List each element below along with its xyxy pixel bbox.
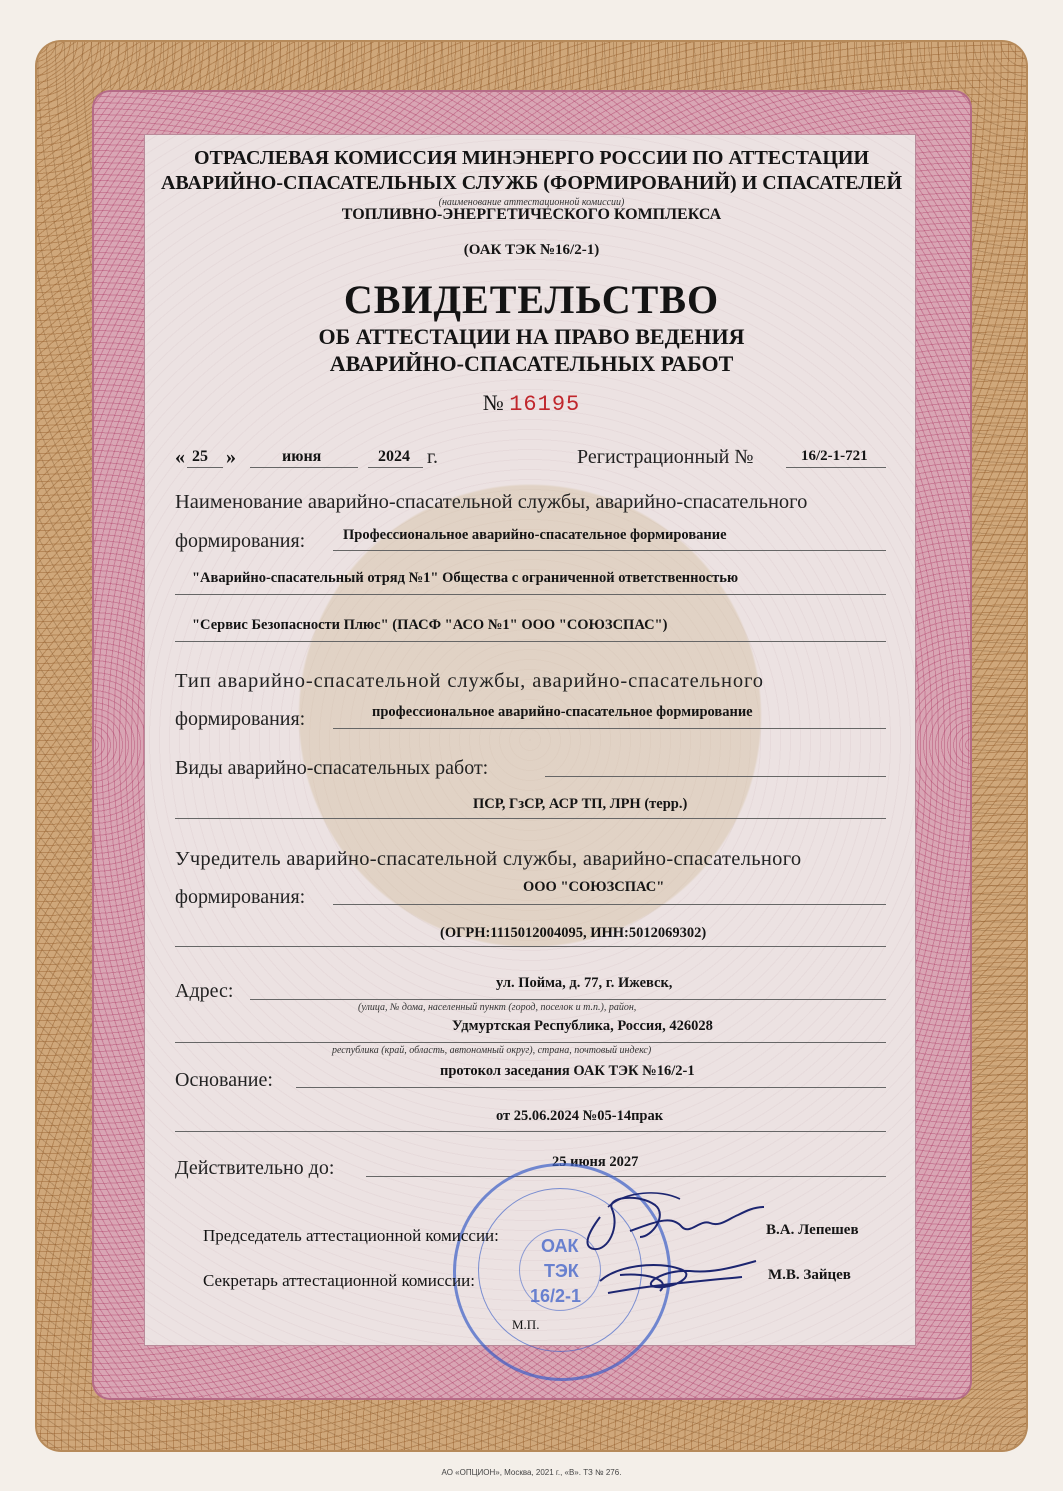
address-value-1: ул. Пойма, д. 77, г. Ижевск, [496, 975, 673, 991]
registration-number: 16/2-1-721 [801, 448, 868, 464]
address-caption-1: (улица, № дома, населенный пункт (город, поселок и т.п.), район, [358, 1002, 637, 1013]
date-year-suffix: г. [427, 446, 438, 468]
founder-value-2: (ОГРН:1115012004095, ИНН:5012069302) [440, 925, 707, 941]
date-close-quote: » [226, 446, 236, 468]
name-value-3: "Сервис Безопасности Плюс" (ПАСФ "АСО №1" ООО "СОЮЗСПАС") [192, 617, 668, 633]
name-line-2 [175, 594, 886, 595]
works-line-2 [175, 818, 886, 819]
valid-until-label: Действительно до: [175, 1157, 335, 1179]
basis-value-2: от 25.06.2024 №05-14прак [496, 1108, 664, 1124]
name-value-2: "Аварийно-спасательный отряд №1" Общества с ограниченной ответственностью [192, 570, 739, 586]
founder-value-1: ООО "СОЮЗСПАС" [523, 879, 665, 895]
valid-until-line [366, 1176, 886, 1177]
commission-code: (ОАК ТЭК №16/2-1) [463, 242, 600, 258]
date-month: июня [282, 448, 322, 465]
date-month-line [250, 467, 358, 468]
printer-info: АО «ОПЦИОН», Москва, 2021 г., «В». ТЗ № 276. [441, 1468, 622, 1477]
commission-line-2: АВАРИЙНО-СПАСАТЕЛЬНЫХ СЛУЖБ (ФОРМИРОВАНИЙ) И СПАСАТЕЛЕЙ [160, 172, 903, 194]
basis-label: Основание: [175, 1069, 273, 1091]
basis-line-2 [175, 1131, 886, 1132]
basis-line-1 [296, 1087, 886, 1088]
certificate-subtitle-2: АВАРИЙНО-СПАСАТЕЛЬНЫХ РАБОТ [329, 351, 734, 376]
number-sign: № [482, 390, 504, 415]
seal-text-2: ТЭК [544, 1261, 579, 1281]
address-line-1 [250, 999, 886, 1000]
type-label-line-2: формирования: [175, 708, 306, 730]
seal-text-3: 16/2-1 [530, 1286, 582, 1306]
name-value-1: Профессиональное аварийно-спасательное формирование [343, 527, 727, 543]
date-day-line [187, 467, 223, 468]
type-value: профессиональное аварийно-спасательное формирование [372, 704, 753, 720]
seal-text-1: ОАК [541, 1236, 579, 1256]
signature-scribbles [560, 1185, 770, 1310]
type-label-line-1: Тип аварийно-спасательной службы, аварийно-спасательного [175, 670, 764, 692]
works-value: ПСР, ГзСР, АСР ТП, ЛРН (терр.) [473, 796, 688, 812]
certificate-number [150, 390, 913, 417]
registration-label: Регистрационный № [577, 446, 754, 468]
valid-until-value: 25 июня 2027 [552, 1154, 639, 1170]
certificate-subtitle-1: ОБ АТТЕСТАЦИИ НА ПРАВО ВЕДЕНИЯ [318, 324, 745, 349]
address-line-2 [175, 1042, 886, 1043]
chairman-name: В.А. Лепешев [766, 1222, 859, 1238]
name-label-line-2: формирования: [175, 530, 306, 552]
certificate-title: СВИДЕТЕЛЬСТВО [343, 277, 720, 322]
address-caption-2: республика (край, область, автономный округ), страна, почтовый индекс) [332, 1045, 652, 1056]
date-open-quote: « [175, 446, 185, 468]
founder-label-line-1: Учредитель аварийно-спасательной службы, аварийно-спасательного [175, 848, 802, 870]
founder-line-1 [333, 904, 886, 905]
seal-place-label: М.П. [512, 1317, 540, 1332]
type-line [333, 728, 886, 729]
chairman-label: Председатель аттестационной комиссии: [203, 1226, 499, 1245]
basis-value-1: протокол заседания ОАК ТЭК №16/2-1 [440, 1063, 695, 1079]
founder-line-2 [175, 946, 886, 947]
serial-number: 16195 [509, 392, 581, 417]
date-year-line [368, 467, 423, 468]
name-line-3 [175, 641, 886, 642]
works-line-1 [545, 776, 886, 777]
address-value-2: Удмуртская Республика, Россия, 426028 [452, 1018, 713, 1034]
secretary-label: Секретарь аттестационной комиссии: [203, 1271, 475, 1290]
founder-label-line-2: формирования: [175, 886, 306, 908]
works-label: Виды аварийно-спасательных работ: [175, 757, 489, 779]
name-line-1 [333, 550, 886, 551]
registration-line [786, 467, 886, 468]
commission-line-3: ТОПЛИВНО-ЭНЕРГЕТИЧЕСКОГО КОМПЛЕКСА [341, 206, 722, 223]
commission-caption: (наименование аттестационной комиссии) [438, 197, 625, 208]
date-year: 2024 [378, 448, 410, 465]
secretary-name: М.В. Зайцев [768, 1267, 851, 1283]
name-label-line-1: Наименование аварийно-спасательной службы, аварийно-спасательного [175, 491, 808, 513]
commission-line-1: ОТРАСЛЕВАЯ КОМИССИЯ МИНЭНЕРГО РОССИИ ПО АТТЕСТАЦИИ [193, 147, 870, 169]
address-label: Адрес: [175, 980, 234, 1002]
date-day: 25 [192, 448, 208, 465]
